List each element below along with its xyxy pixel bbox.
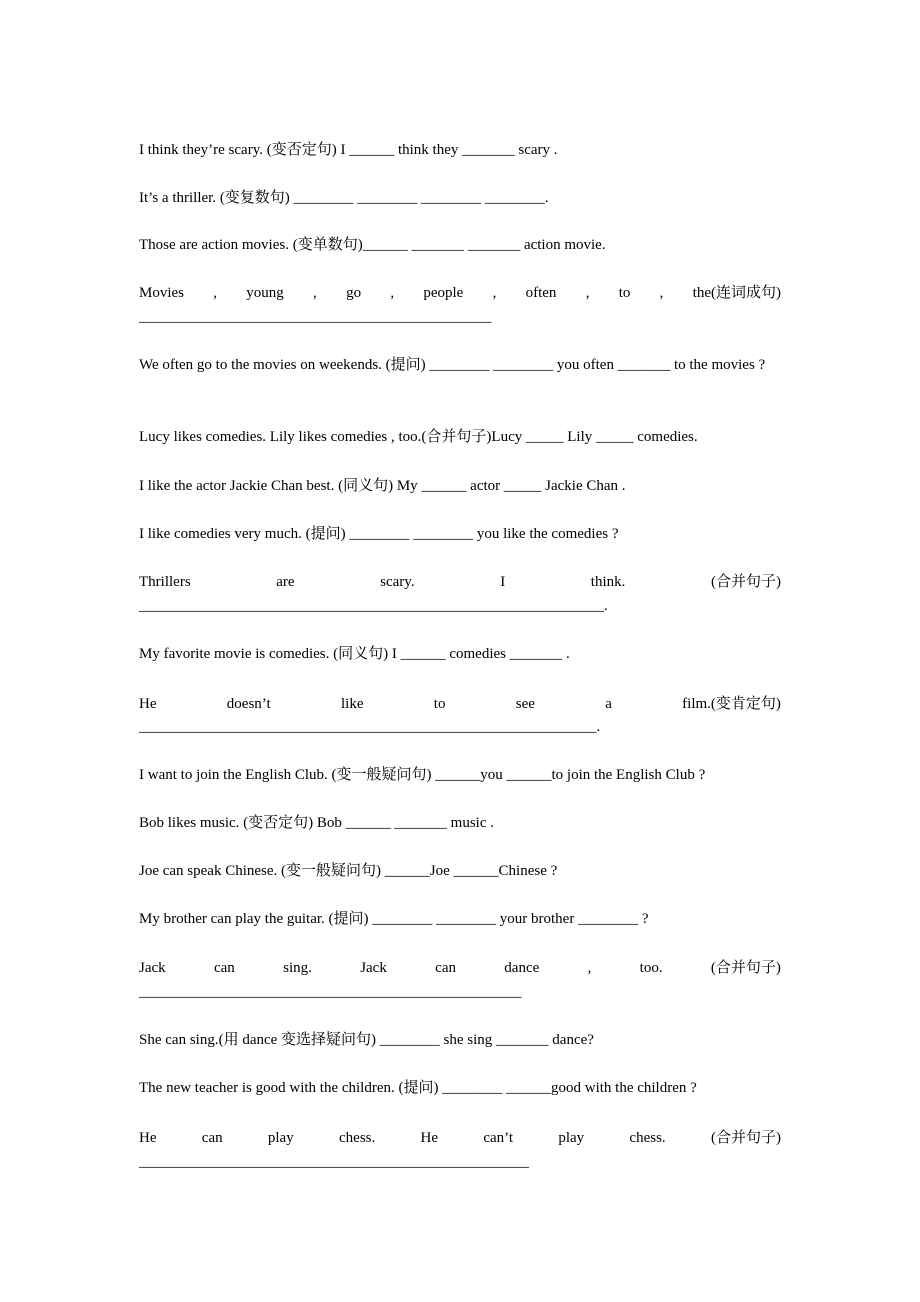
word: He	[420, 1130, 439, 1146]
exercise-6: Lucy likes comedies. Lily likes comedies , too.(合并句子)Lucy _____ Lily _____ comedies.	[139, 429, 698, 445]
exercise-19	[139, 1127, 781, 1150]
exercise-15: My brother can play the guitar. (提问) ________ ________ your brother ________ ?	[139, 911, 649, 927]
exercise-9	[139, 571, 781, 594]
word: sing.	[283, 960, 312, 976]
word: (合并句子)	[710, 1130, 781, 1146]
exercise-12: I want to join the English Club. (变一般疑问句) ______you ______to join the English Club ?	[139, 767, 706, 783]
exercise-14: Joe can speak Chinese. (变一般疑问句) ______Joe ______Chinese ?	[139, 863, 558, 879]
word: can	[435, 960, 456, 976]
word: ,	[659, 285, 664, 301]
exercise-7: I like the actor Jackie Chan best. (同义句) My ______ actor _____ Jackie Chan .	[139, 478, 626, 494]
exercise-10: My favorite movie is comedies. (同义句) I ______ comedies _______ .	[139, 646, 570, 662]
answer-blank: ____________________________________________________	[139, 1154, 529, 1170]
word: Thrillers	[139, 574, 191, 590]
exercise-4	[139, 282, 781, 305]
word: ,	[492, 285, 497, 301]
word: ,	[585, 285, 590, 301]
word: play	[558, 1130, 585, 1146]
exercise-5: We often go to the movies on weekends. (提问) ________ ________ you often _______ to the movies ?	[139, 357, 766, 373]
word: (合并句子)	[710, 574, 781, 590]
word: can	[201, 1130, 223, 1146]
word: chess.	[629, 1130, 666, 1146]
word: a	[605, 696, 612, 712]
exercise-13: Bob likes music. (变否定句) Bob ______ _______ music .	[139, 815, 494, 831]
word: dance	[504, 960, 540, 976]
word: ,	[313, 285, 317, 301]
exercise-8: I like comedies very much. (提问) ________ ________ you like the comedies ?	[139, 526, 619, 542]
word: too.	[639, 960, 663, 976]
word: scary.	[380, 574, 415, 590]
answer-blank: ______________________________________________________________.	[139, 598, 608, 614]
word: the(连词成句)	[692, 285, 781, 301]
answer-blank: _______________________________________________	[139, 309, 492, 325]
word: He	[139, 696, 157, 712]
word: film.(变肯定句)	[682, 696, 781, 712]
exercise-18: The new teacher is good with the children. (提问) ________ ______good with the children ?	[139, 1080, 697, 1096]
answer-blank: ___________________________________________________	[139, 984, 522, 1000]
word: often	[525, 285, 557, 301]
answer-blank: _____________________________________________________________.	[139, 719, 601, 735]
exercise-11	[139, 693, 781, 716]
exercise-3: Those are action movies. (变单数句)______ _______ _______ action movie.	[139, 237, 606, 253]
word: are	[276, 574, 295, 590]
word: can’t	[483, 1130, 514, 1146]
word: ,	[213, 285, 218, 301]
word: ,	[390, 285, 395, 301]
word: people	[423, 285, 464, 301]
word: Movies	[139, 285, 184, 301]
word: doesn’t	[226, 696, 271, 712]
word: ,	[587, 960, 592, 976]
word: see	[515, 696, 535, 712]
exercise-16	[139, 957, 781, 980]
word: (合并句子)	[710, 960, 781, 976]
word: go	[346, 285, 362, 301]
word: to	[433, 696, 446, 712]
word: Jack	[139, 960, 166, 976]
word: play	[267, 1130, 294, 1146]
exercise-1: I think they’re scary. (变否定句) I ______ think they _______ scary .	[139, 142, 558, 158]
word: to	[618, 285, 631, 301]
exercise-17: She can sing.(用 dance 变选择疑问句) ________ she sing _______ dance?	[139, 1032, 594, 1048]
word: I	[500, 574, 506, 590]
exercise-2: It’s a thriller. (变复数句) ________ ________ ________ ________.	[139, 190, 549, 206]
word: He	[139, 1130, 157, 1146]
word: Jack	[360, 960, 387, 976]
word: can	[213, 960, 235, 976]
word: young	[246, 285, 284, 301]
word: chess.	[339, 1130, 376, 1146]
word: like	[340, 696, 364, 712]
word: think.	[590, 574, 626, 590]
